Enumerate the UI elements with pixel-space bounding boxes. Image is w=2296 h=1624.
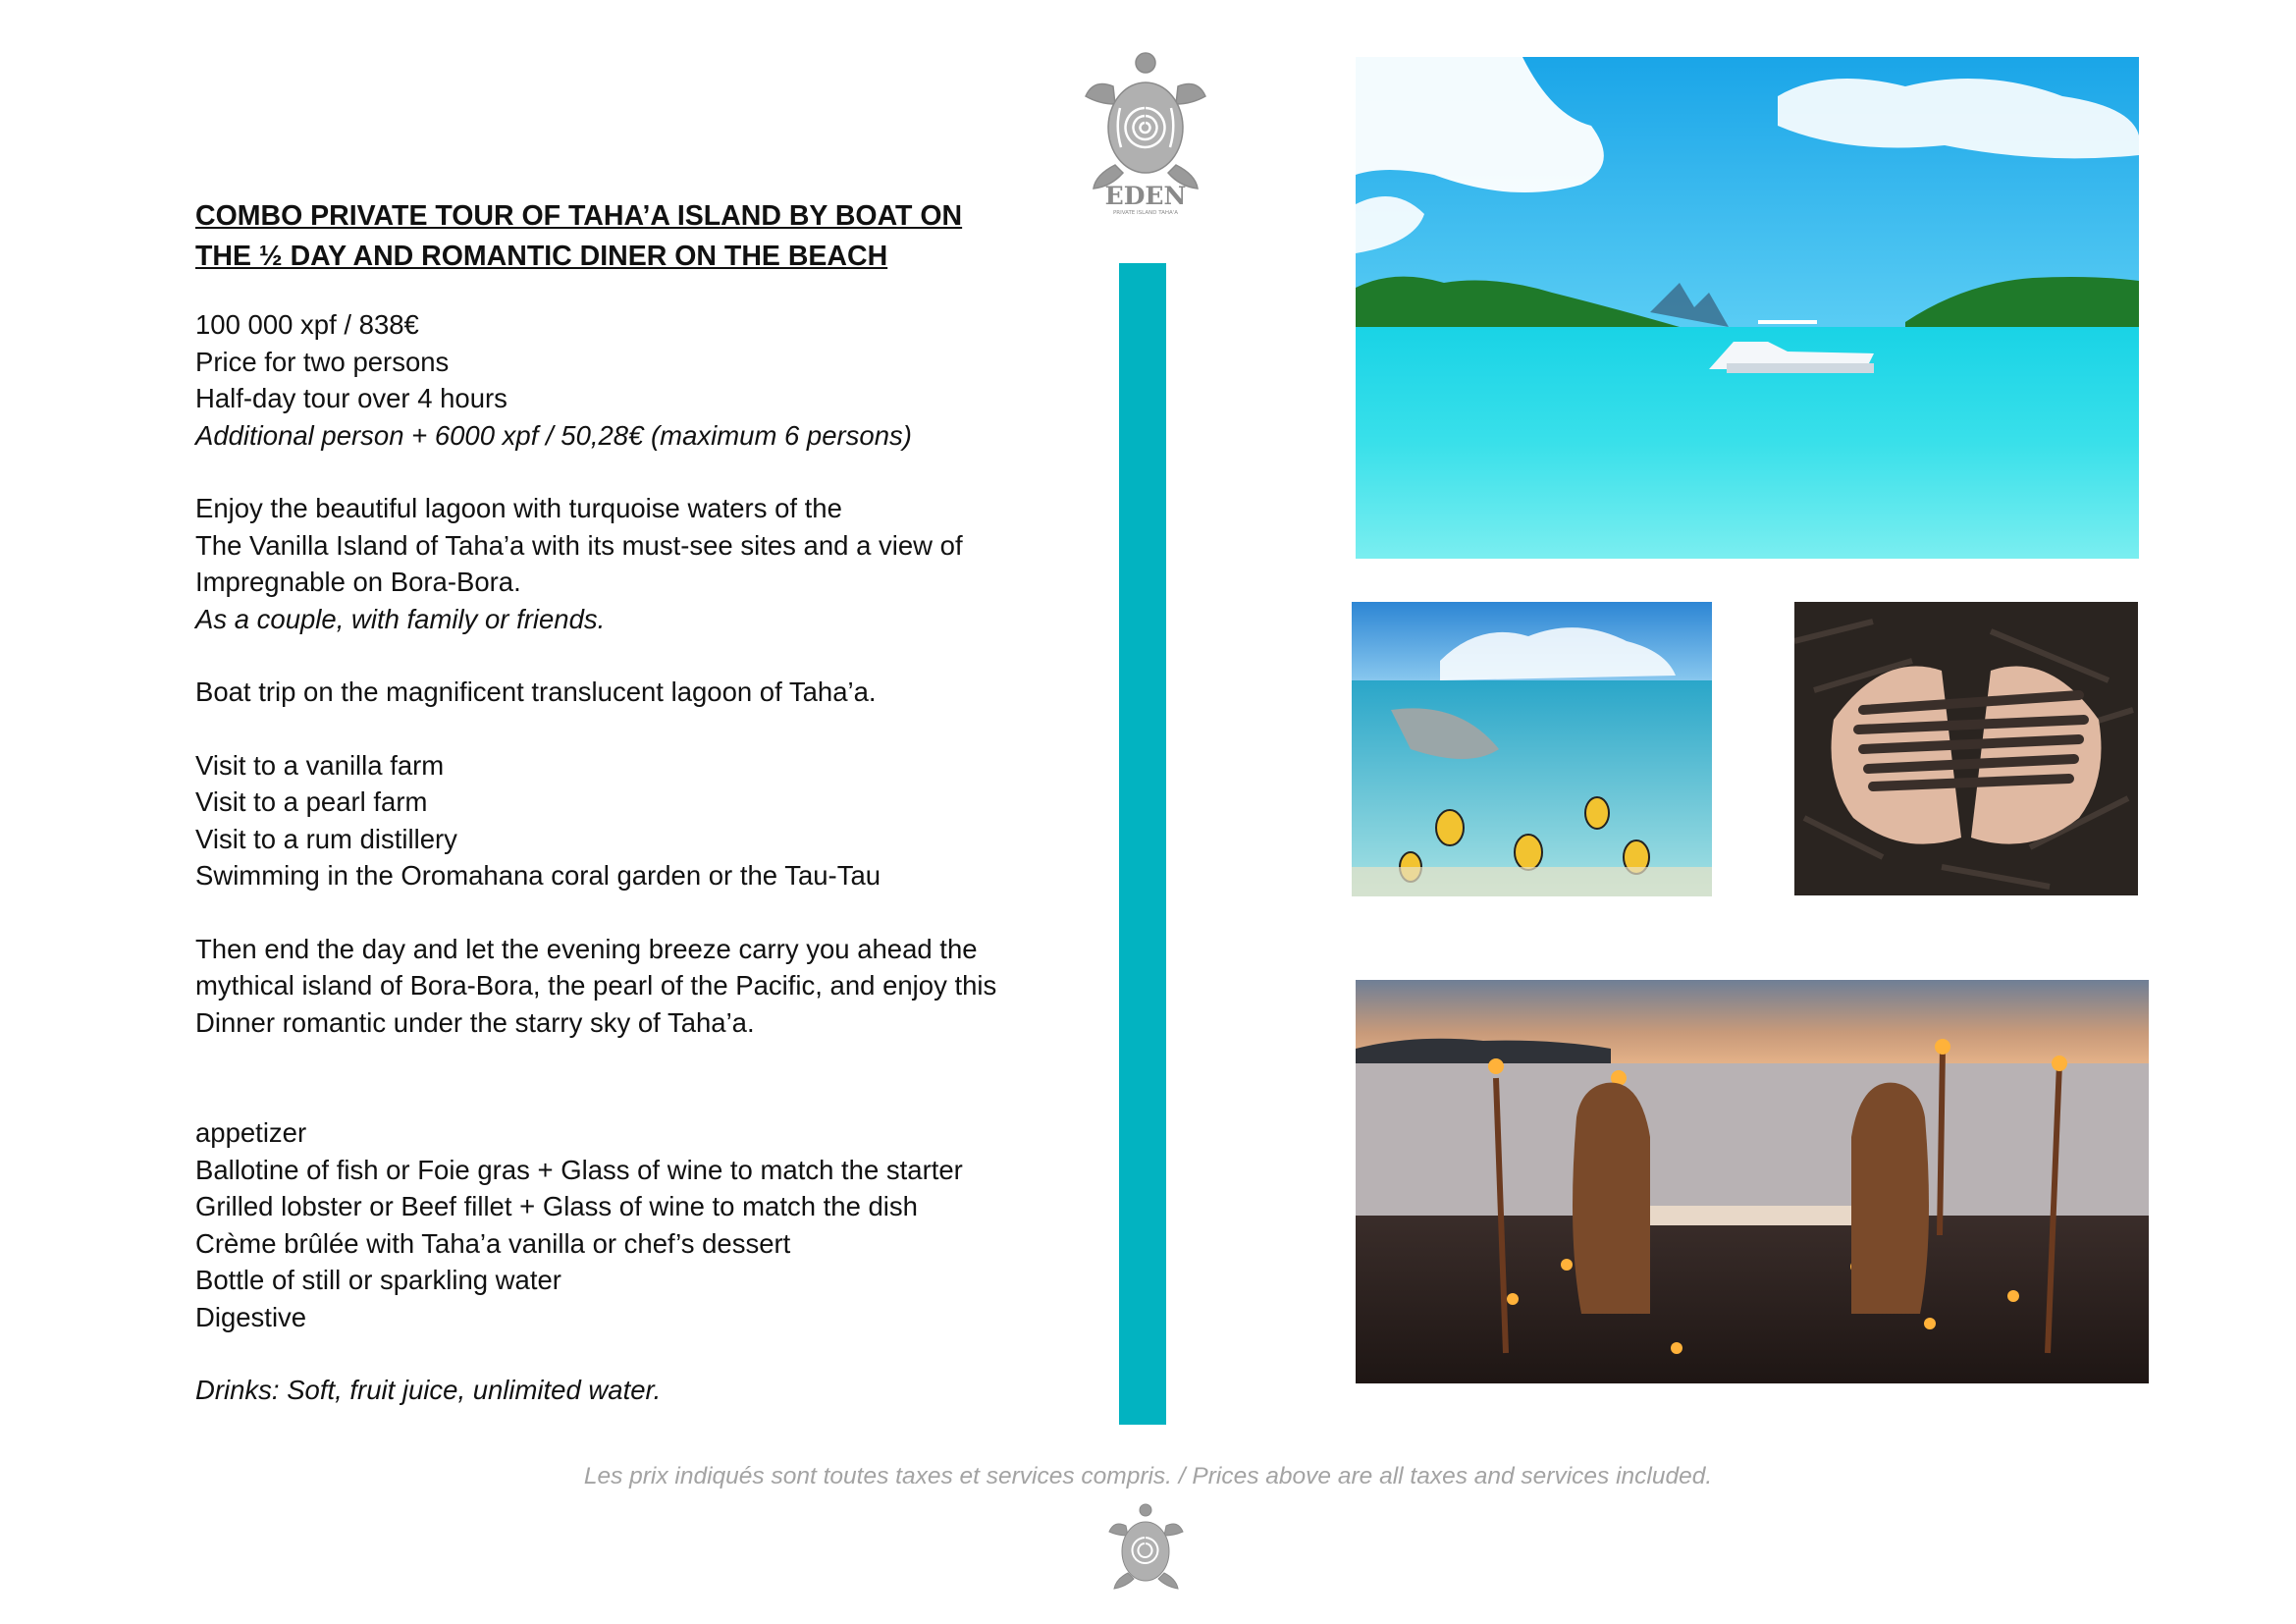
beach-dinner-photo	[1356, 980, 2149, 1383]
menu-item: Bottle of still or sparkling water	[195, 1265, 561, 1295]
title-line-1: COMBO PRIVATE TOUR OF TAHA’A ISLAND BY BOAT ON	[195, 200, 963, 232]
price-persons: Price for two persons	[195, 346, 450, 377]
intro-line-1: Enjoy the beautiful lagoon with turquoise waters of the	[195, 493, 842, 523]
evening-line-1: Then end the day and let the evening breeze carry you ahead the	[195, 933, 978, 964]
menu-item: Ballotine of fish or Foie gras + Glass of wine to match the starter	[195, 1154, 963, 1185]
visit-item: Swimming in the Oromahana coral garden or the Tau-Tau	[195, 860, 881, 891]
visit-item: Visit to a rum distillery	[195, 823, 457, 854]
intro-line-2: The Vanilla Island of Taha’a with its must-see sites and a view of	[195, 529, 963, 561]
menu-item: Grilled lobster or Beef fillet + Glass of wine to match the dish	[195, 1191, 918, 1221]
boat-trip-text: Boat trip on the magnificent translucent lagoon of Taha’a.	[195, 677, 877, 707]
turtle-logo-icon	[1104, 1502, 1188, 1600]
additional-person-price: Additional person + 6000 xpf / 50,28€ (maximum 6 persons)	[195, 419, 912, 451]
visit-item: Visit to a pearl farm	[195, 786, 428, 817]
title-line-2: THE ½ DAY AND ROMANTIC DINER ON THE BEACH	[195, 241, 888, 272]
duration: Half-day tour over 4 hours	[195, 383, 507, 413]
page-title	[195, 196, 1079, 277]
evening-line-2: mythical island of Bora-Bora, the pearl of the Pacific, and enjoy this	[195, 970, 997, 1001]
turtle-logo-icon	[1076, 49, 1215, 216]
underwater-fish-photo	[1352, 602, 1712, 896]
intro-line-4: As a couple, with family or friends.	[195, 603, 606, 634]
svg-text:EDEN: EDEN	[1104, 182, 1187, 210]
menu-item: appetizer	[195, 1117, 307, 1148]
tour-description	[195, 196, 1079, 1409]
price: 100 000 xpf / 838€	[195, 309, 419, 340]
accent-divider	[1119, 263, 1166, 1425]
visit-item: Visit to a vanilla farm	[195, 749, 445, 781]
menu-item: Digestive	[195, 1301, 307, 1332]
footer-note: Les prix indiqués sont toutes taxes et services compris. / Prices above are all taxes and services included.	[583, 1463, 1713, 1489]
evening-line-3: Dinner romantic under the starry sky of Taha’a.	[195, 1006, 755, 1038]
lagoon-boat-photo	[1356, 57, 2139, 559]
eden-logo	[1076, 49, 1215, 216]
menu-item: Crème brûlée with Taha’a vanilla or chef’s dessert	[195, 1227, 791, 1259]
intro-line-3: Impregnable on Bora-Bora.	[195, 567, 521, 597]
vanilla-hands-photo	[1794, 602, 2138, 895]
svg-text:PRIVATE ISLAND TAHA'A: PRIVATE ISLAND TAHA'A	[1112, 210, 1179, 216]
footer-logo	[1104, 1502, 1188, 1600]
drinks-note: Drinks: Soft, fruit juice, unlimited water.	[195, 1375, 662, 1405]
